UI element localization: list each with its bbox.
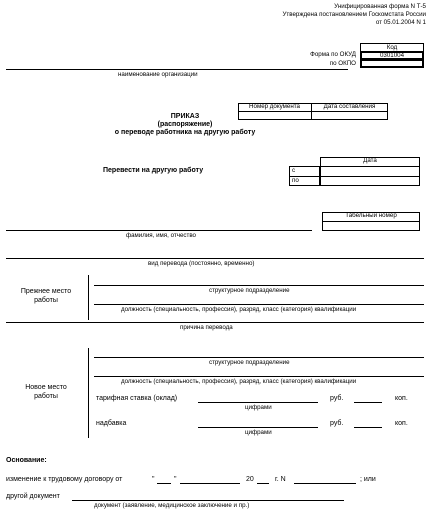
tab-number-header: Табельный номер: [345, 212, 397, 219]
new-position-line[interactable]: [94, 376, 424, 377]
reason-caption: причина перевода: [180, 324, 233, 331]
prev-place-label-line1: Прежнее место: [20, 288, 72, 295]
transfer-to-date-input[interactable]: [322, 177, 418, 185]
prev-position-line[interactable]: [94, 304, 424, 305]
rate-kop-label: коп.: [395, 395, 408, 402]
new-place-divider: [88, 348, 89, 438]
org-name-caption: наименование организации: [118, 71, 198, 78]
rate-kop-line[interactable]: [354, 402, 382, 403]
bonus-amount-line[interactable]: [198, 427, 318, 428]
basis-year-prefix: 20: [246, 476, 254, 483]
prev-unit-line[interactable]: [94, 285, 424, 286]
okpo-cell[interactable]: [360, 59, 424, 68]
prev-unit-caption: структурное подразделение: [209, 287, 290, 294]
prev-position-caption: должность (специальность, профессия), разряд, класс (категория) квалификации: [121, 306, 357, 313]
bonus-kop-label: коп.: [395, 420, 408, 427]
title-prikaz: ПРИКАЗ: [170, 113, 200, 120]
basis-other-doc-line[interactable]: [72, 500, 344, 501]
transfer-from-label: с: [292, 167, 296, 174]
prev-place-label-line2: работы: [34, 297, 58, 304]
basis-other-doc-caption: документ (заявление, медицинское заключение и пр.): [94, 502, 250, 509]
okud-value: 0301004: [379, 52, 405, 59]
rate-amount-line[interactable]: [198, 402, 318, 403]
prev-place-divider: [88, 275, 89, 320]
bonus-digits-caption: цифрами: [245, 429, 272, 436]
basis-or-text: ; или: [360, 476, 376, 483]
basis-other-doc-label: другой документ: [6, 493, 60, 500]
reason-line[interactable]: [6, 322, 424, 323]
basis-year-line[interactable]: [257, 483, 269, 484]
transfer-type-line[interactable]: [6, 258, 424, 259]
bonus-kop-line[interactable]: [354, 427, 382, 428]
transfer-date-header: Дата: [363, 157, 377, 164]
title-subject: о переводе работника на другую работу: [114, 129, 256, 136]
okpo-label: по ОКПО: [329, 60, 356, 67]
okud-label: Форма по ОКУД: [310, 51, 356, 58]
bonus-rub-label: руб.: [330, 420, 344, 427]
fio-line[interactable]: [6, 230, 312, 231]
new-unit-caption: структурное подразделение: [209, 359, 290, 366]
tab-number-input[interactable]: [324, 222, 418, 230]
basis-year-suffix: г. N: [275, 476, 286, 483]
transfer-type-caption: вид перевода (постоянно, временно): [148, 260, 255, 267]
bonus-label: надбавка: [96, 420, 127, 427]
basis-quote-open: ": [152, 476, 155, 483]
fio-caption: фамилия, имя, отчество: [126, 232, 196, 239]
basis-quote-close: ": [174, 476, 177, 483]
new-unit-line[interactable]: [94, 357, 424, 358]
rate-digits-caption: цифрами: [245, 404, 272, 411]
transfer-to-label: по: [292, 177, 299, 184]
basis-number-line[interactable]: [294, 483, 356, 484]
code-label: Код: [386, 44, 398, 51]
org-name-line[interactable]: [6, 69, 348, 70]
new-place-label-line2: работы: [34, 393, 58, 400]
basis-contract-text: изменение к трудовому договору от: [6, 476, 123, 483]
form-header-line1: Унифицированная форма N Т-5: [334, 3, 426, 10]
rate-rub-label: руб.: [330, 395, 344, 402]
title-rasporyazhenie: (распоряжение): [157, 121, 213, 128]
transfer-label: Перевести на другую работу: [103, 167, 204, 174]
basis-title: Основание:: [6, 457, 47, 464]
doc-date-header: Дата составления: [323, 103, 376, 110]
form-header-line2: Утверждена постановлением Госкомстата России: [282, 11, 426, 18]
new-place-label-line1: Новое место: [25, 384, 67, 391]
basis-day-line[interactable]: [157, 483, 171, 484]
new-position-caption: должность (специальность, профессия), разряд, класс (категория) квалификации: [121, 378, 357, 385]
rate-label: тарифная ставка (оклад): [96, 395, 178, 402]
doc-table-row-divider: [238, 111, 388, 112]
doc-number-header: Номер документа: [249, 103, 300, 110]
form-header-line3: от 05.01.2004 N 1: [375, 19, 426, 26]
transfer-from-date-input[interactable]: [322, 167, 418, 175]
basis-month-line[interactable]: [180, 483, 240, 484]
